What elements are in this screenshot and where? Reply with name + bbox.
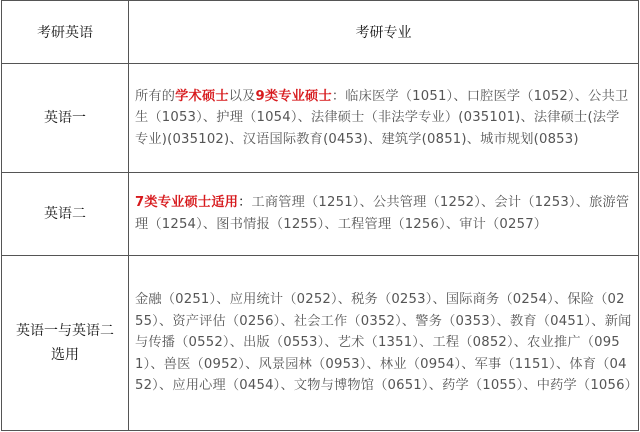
table-header-row <box>2 1 639 64</box>
row-content-english-one <box>129 64 639 173</box>
table-row-either-english <box>2 256 639 431</box>
content-text: ： <box>238 195 252 211</box>
table-row-english-two <box>2 173 639 256</box>
row-label-either-english <box>2 256 129 431</box>
content-text: 工商管理（1251）、公共管理（1252）、会计（1253）、旅游管理（1254）、图书情报（1255）、工程管理（1256）、审计（0257） <box>135 195 630 232</box>
highlight-seven-professional-masters: 7类专业硕士适用 <box>135 195 239 211</box>
content-text: 以及 <box>228 88 256 104</box>
header-major: 考研专业 <box>129 1 639 64</box>
highlight-academic-master: 学术硕士 <box>175 88 229 104</box>
row-content-english-two <box>129 173 639 256</box>
row-label-english-one: 英语一 <box>2 64 129 173</box>
content-text: ：临床医学（1051）、口腔医学（1052）、公共卫生（1053）、护理（1054）、法律硕士（非法学专业）(035101)、法律硕士(法学专业)(035102)、汉语国际教育(0453)、建筑学(0851)、城市规划(0853) <box>135 88 629 147</box>
content-text: 所有的 <box>135 88 176 104</box>
header-english-type: 考研英语 <box>2 1 129 64</box>
row-content-either-english: 金融（0251）、应用统计（0252）、税务（0253）、国际商务（0254）、保险（0255）、资产评估（0256）、社会工作（0352）、警务（0353）、教育（0451）、新闻与传播（0552）、出版（0553）、艺术（1351）、工程（0852）、农业推广（0951）、兽医（0952）、风景园林（0953）、林业（0954）、军事（1151）、体育（0452）、应用心理（0454）、文物与博物馆（0651）、药学（1055）、中药学（1056） <box>129 256 639 431</box>
row-label-english-two: 英语二 <box>2 173 129 256</box>
table-row-english-one <box>2 64 639 173</box>
label-line: 英语一与英语二 <box>16 323 114 339</box>
highlight-nine-professional-masters: 9类专业硕士 <box>255 88 332 104</box>
label-line: 选用 <box>51 347 79 363</box>
exam-english-table <box>1 0 639 431</box>
exam-english-table-container <box>1 0 638 430</box>
